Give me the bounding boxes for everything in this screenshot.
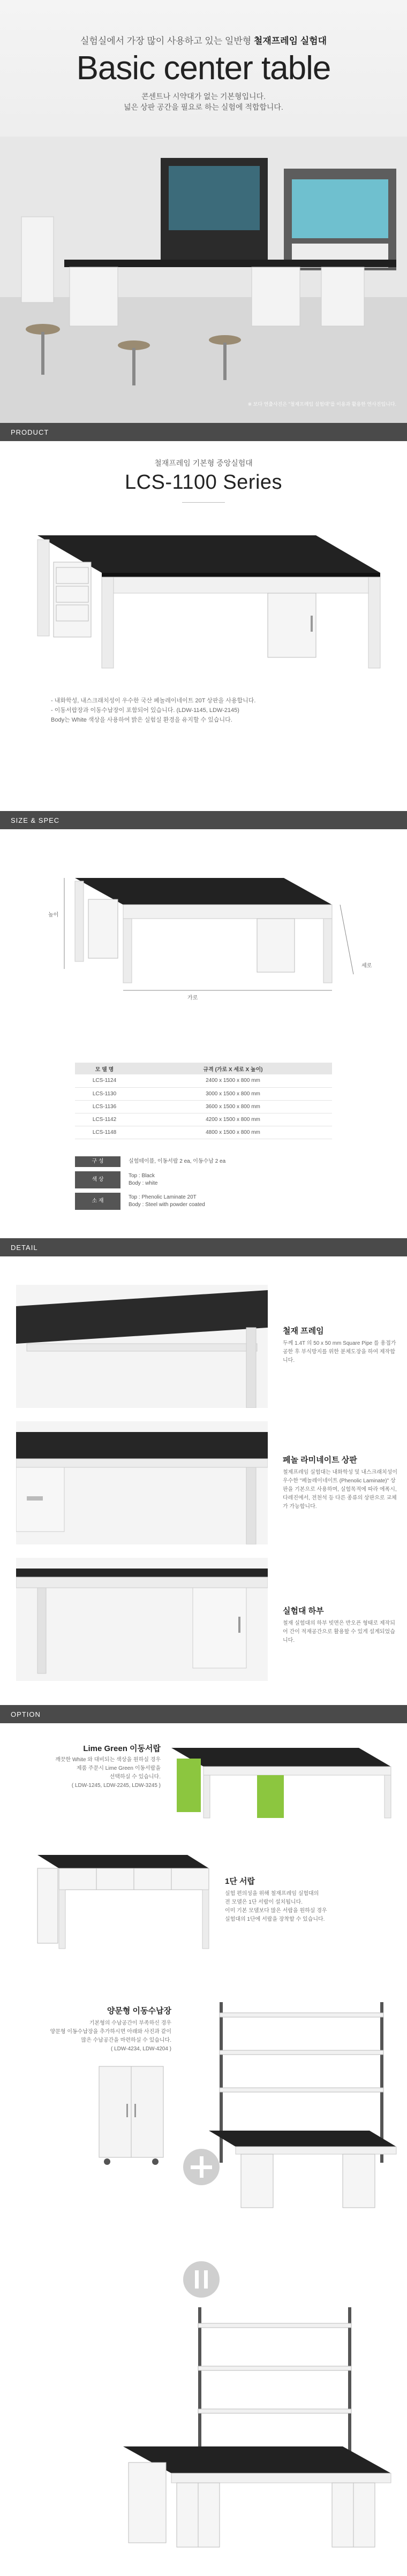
detail-text-top: 철제프레임 실험대는 내화학성 및 내스크래치성이 우수한 "페놀레이네이트 (Phenolic Laminate)" 상판을 기본으로 사용하며, 실험목적에 따라 에폭시, 다레진에서, 전천석 등 다른 종류의 상판으로 교체가 가능합니다. — [283, 1469, 397, 1510]
section-bar-product: PRODUCT — [0, 423, 407, 441]
table-row: LCS-1130 3000 x 1500 x 800 mm — [75, 1087, 332, 1100]
detail-title-frame: 철재 프레임 — [283, 1327, 324, 1336]
size-diagram — [43, 862, 364, 1001]
table-header-row — [75, 1063, 332, 1074]
hero-subtitle: 실험실에서 가장 많이 사용하고 있는 일반형 철재프레임 실험대 — [80, 36, 327, 46]
dim-height-label: 높이 — [48, 912, 59, 918]
detail-text-frame: 두께 1.4T 의 50 x 50 mm Square Pipe 를 용접가공한 후 부식방지를 위한 분체도장을 하여 제작합니다. — [283, 1340, 396, 1363]
hero-desc-line1: 콘센트나 시약대가 없는 기본형입니다. — [141, 92, 266, 101]
detail-title-top: 페놀 라미네이트 상판 — [283, 1456, 357, 1465]
option-text-drawer: 실험 편의성을 위해 철재프레임 실험대의 전 모델은 1단 서랍이 설치됩니다. 이미 기본 모델보다 많은 서랍을 원하실 경우 실험대의 1단에 서랍을 장착할 수 있습니다. — [225, 1891, 327, 1922]
option-title-cabinet: 양문형 이동수납장 — [107, 2006, 171, 2016]
option-title-drawer: 1단 서랍 — [225, 1877, 255, 1886]
table-row: LCS-1148 4800 x 1500 x 800 mm — [75, 1126, 332, 1139]
detail-title-lower: 실험대 하부 — [283, 1607, 324, 1616]
table-header: 규격 (가로 X 세로 X 높이) — [134, 1063, 332, 1074]
equals-icon — [183, 2261, 220, 2298]
detail-phenolic-top-photo — [16, 1421, 268, 1544]
section-bar-size-spec: SIZE & SPEC — [0, 811, 407, 829]
option-cabinet-image — [91, 2061, 171, 2168]
dim-width-label: 가로 — [187, 995, 198, 1001]
option-drawer-image — [27, 1844, 214, 1957]
product-image-table — [16, 514, 391, 675]
option-text-lime: 깨끗한 White 와 대비되는 색상을 원하실 경우 제품 주문시 Lime Green 이동서랍을 선택하실 수 있습니다. ( LDW-1245, LDW-2245, LDW-3245 ) — [55, 1757, 161, 1789]
detail-steel-frame-photo — [16, 1285, 268, 1408]
lab-room-photo — [0, 137, 407, 423]
table-row: LCS-1136 3600 x 1500 x 800 mm — [75, 1100, 332, 1113]
spec-material: 소 재 Top : Phenolic Laminate 20T Body : Steel with powder coated — [75, 1193, 332, 1210]
product-notes: - 내화학성, 내스크래치성이 우수한 국산 페놀레이네이트 20T 상판을 사용합니다. - 이동서랍장과 이동수납장이 포함되어 있습니다. (LDW-1145, LDW-2145) Body는 White 색상을 사용하여 밝은 실험실 환경을 유지할 수 있습니다. — [51, 698, 256, 723]
spec-table — [75, 1063, 332, 1139]
option-text-cabinet: 기본형의 수납공간이 부족하신 경우 양문형 이동수납장을 추가하시면 아래와 사진과 같이 많은 수납공간을 마련하실 수 있습니다. ( LDW-4234, LDW-4204 ) — [50, 2020, 171, 2052]
dim-depth-label: 세로 — [361, 963, 372, 969]
section-bar-option: OPTION — [0, 1705, 407, 1723]
product-subtitle: 철재프레임 기본형 중앙실험대 — [154, 459, 253, 467]
hero-desc-line2: 넓은 상판 공간을 필요로 하는 실험에 적합합니다. — [124, 103, 283, 111]
detail-lower-frame-photo — [16, 1558, 268, 1681]
section-bar-detail: DETAIL — [0, 1238, 407, 1256]
table-row: LCS-1142 4200 x 1500 x 800 mm — [75, 1113, 332, 1126]
table-row: LCS-1124 2400 x 1500 x 800 mm — [75, 1074, 332, 1087]
option-lime-drawer-image — [166, 1737, 396, 1823]
product-model-series: LCS-1100 Series — [124, 471, 283, 494]
option-combined-result-image — [118, 2302, 396, 2559]
table-header: 모 델 명 — [75, 1063, 134, 1074]
hero-title: Basic center table — [76, 50, 331, 87]
detail-text-lower: 철재 실험대의 하부 빗면은 반오픈 형태로 제작되어 간이 적재공간으로 활용할 수 있게 설계되었습니다. — [283, 1620, 395, 1643]
option-shelf-table-image-top — [209, 1991, 402, 2216]
spec-color: 색 상 Top : Black Body : white — [75, 1171, 332, 1188]
spec-composition: 구 성 실험테이블, 이동서랍 2 ea, 이동수납 2 ea — [75, 1156, 332, 1167]
title-divider — [182, 502, 225, 503]
option-title-lime: Lime Green 이동서랍 — [83, 1744, 161, 1753]
photo-note: ※ 보다 연출사진은 "철재프레임 실험대"를 이용과 활용한 연사진입니다. — [247, 401, 396, 407]
plus-icon — [183, 2149, 220, 2185]
hero-section — [0, 0, 407, 423]
